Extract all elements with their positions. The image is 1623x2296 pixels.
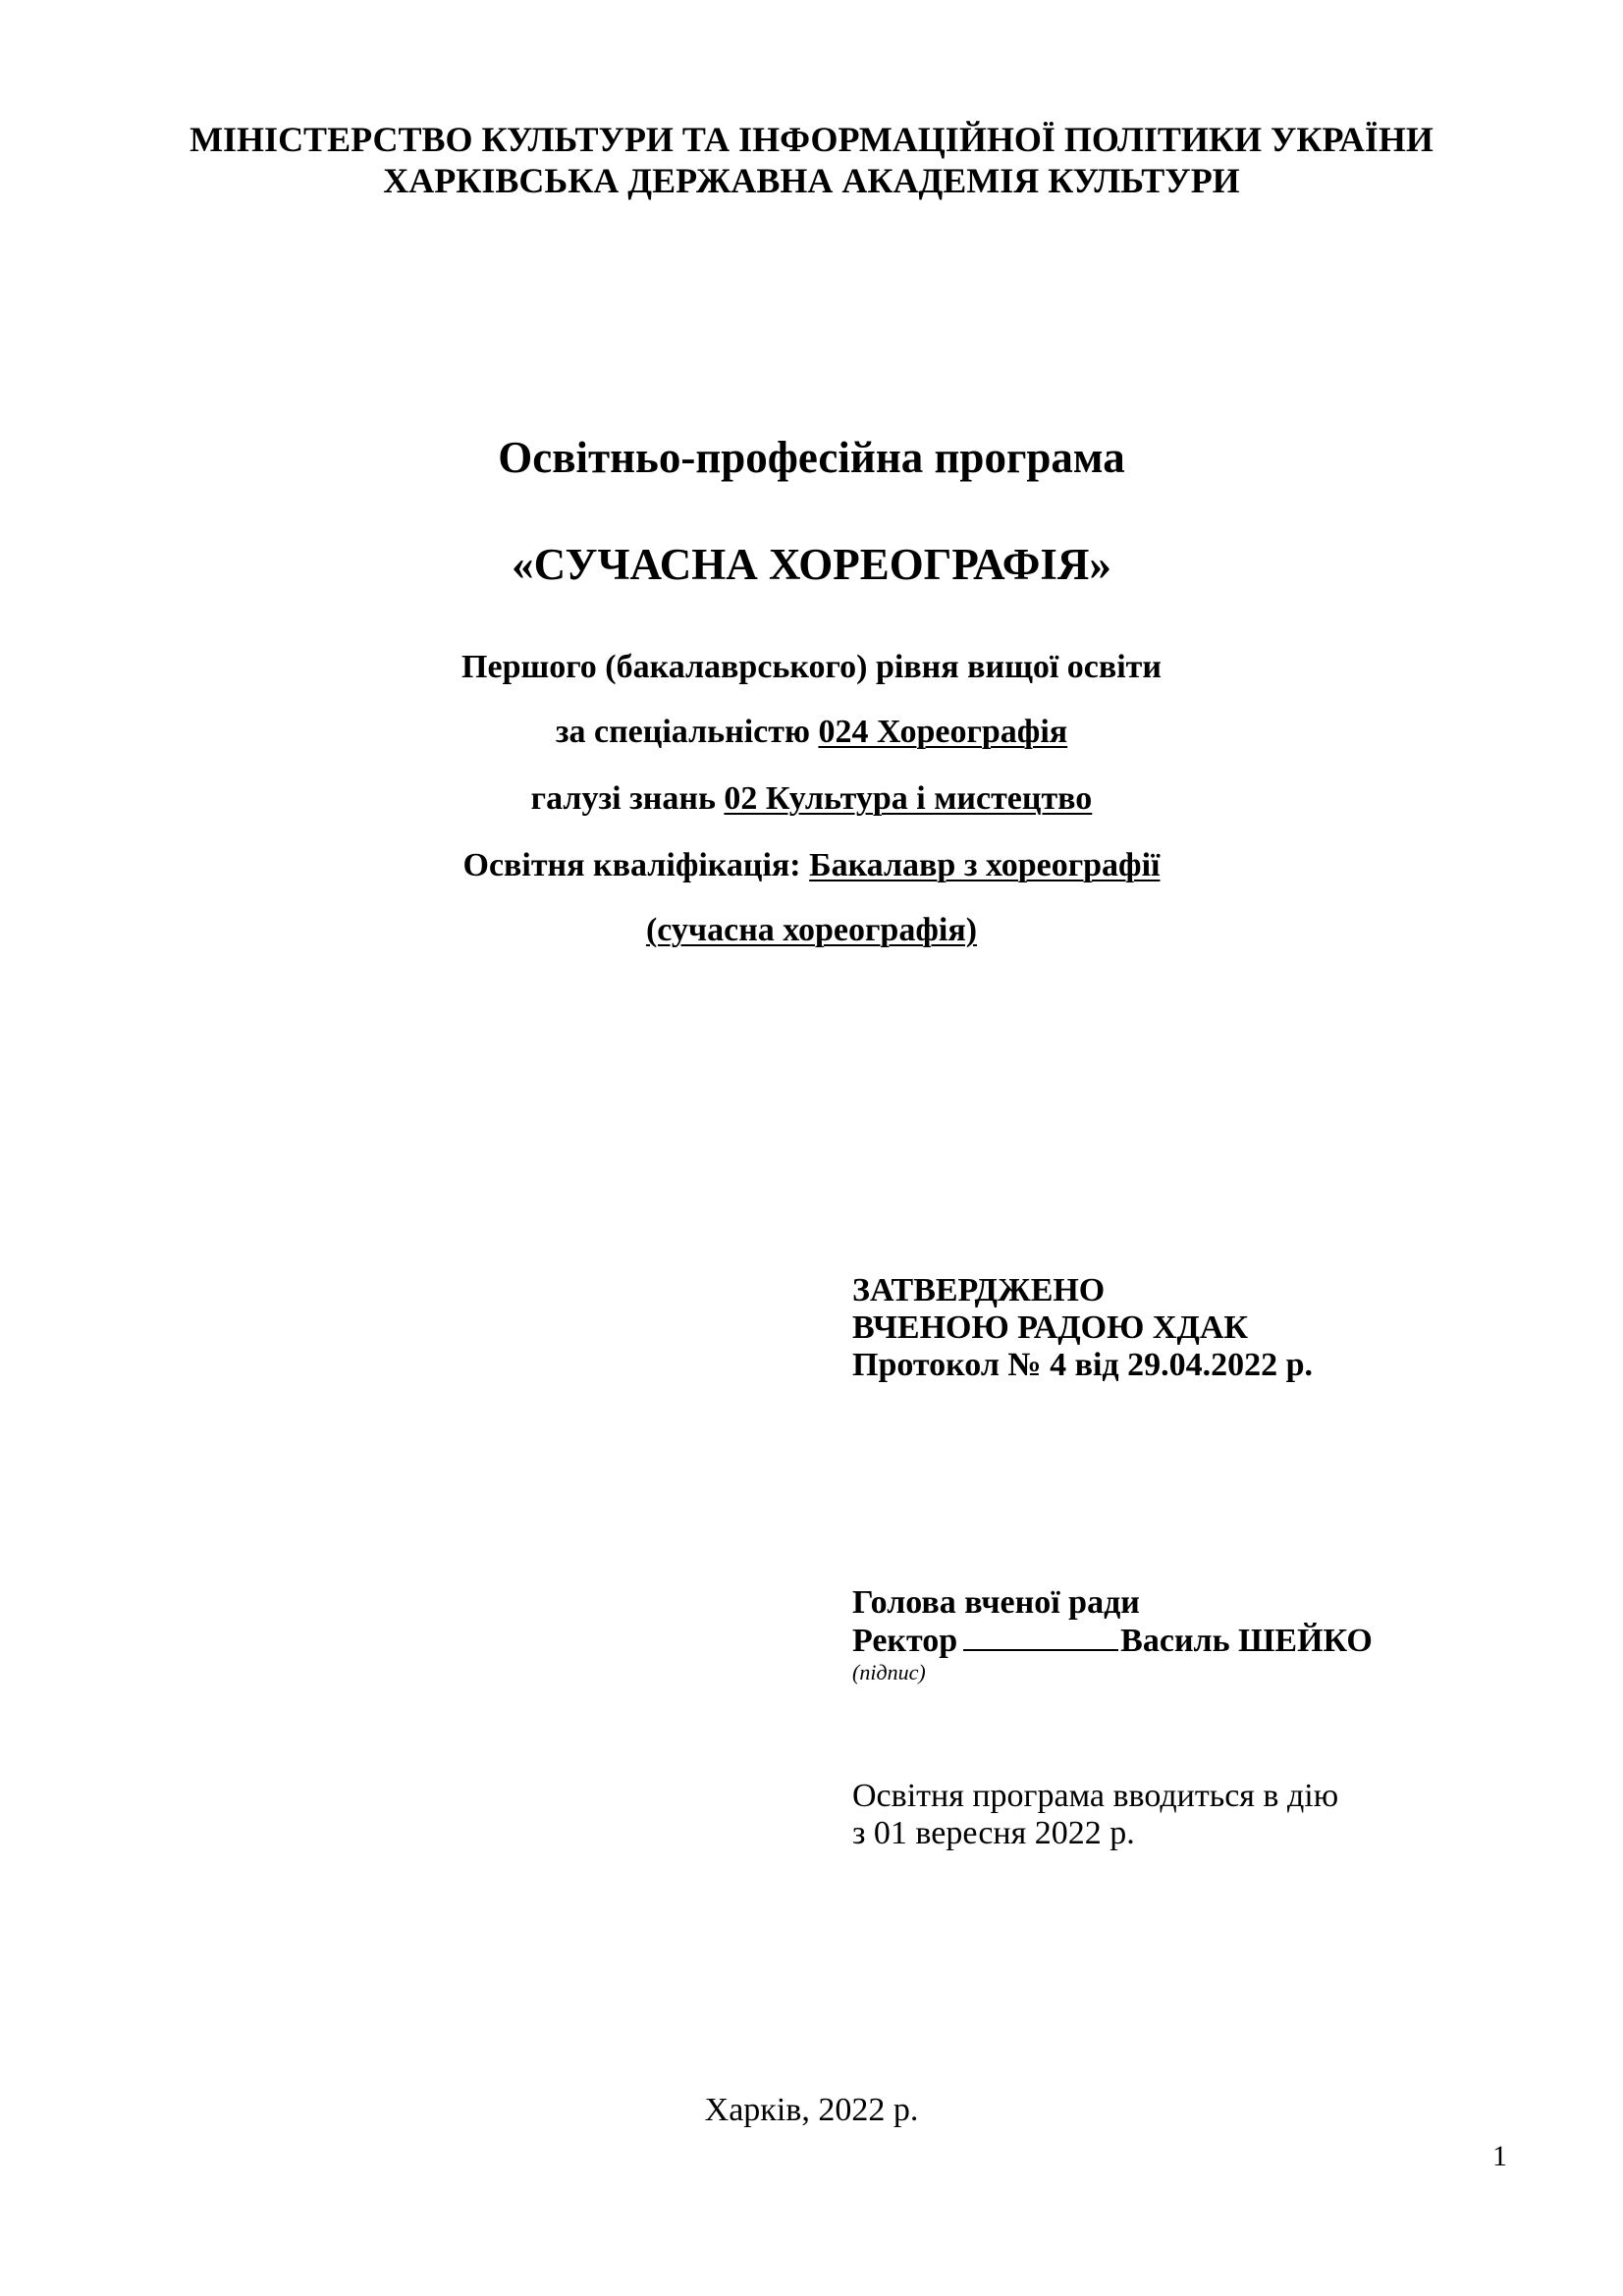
signature-block [852,1584,1373,1685]
program-name-title: «СУЧАСНА ХОРЕОГРАФІЯ» [512,540,1111,589]
approval-block [852,1272,1313,1384]
qualification-value: Бакалавр з хореографії [809,847,1161,883]
specialty-line [0,713,1623,752]
qualification-line [0,846,1623,885]
approval-line-1: ЗАТВЕРДЖЕНО [852,1272,1106,1308]
page-number: 1 [1492,2140,1507,2172]
education-level-line: Першого (бакалаврського) рівня вищої освіти [461,649,1162,685]
city-year: Харків, 2022 р. [704,2092,919,2128]
field-label: галузі знань [530,780,716,817]
head-title: Голова вченої ради [852,1584,1140,1621]
field-line [0,779,1623,819]
field-value: 02 Культура і мистецтво [724,780,1093,817]
rector-line [852,1622,1373,1660]
effective-line-1: Освітня програма вводиться в дію [852,1778,1339,1814]
specialty-label: за спеціальністю [555,714,810,750]
academy-heading: ХАРКІВСЬКА ДЕРЖАВНА АКАДЕМІЯ КУЛЬТУРИ [383,161,1240,200]
signature-line [963,1622,1118,1651]
rector-name: Василь ШЕЙКО [1120,1623,1373,1659]
approval-line-2: ВЧЕНОЮ РАДОЮ ХДАК [852,1309,1249,1346]
rector-label: Ректор [852,1623,958,1659]
effective-block [852,1778,1338,1852]
approval-line-3: Протокол № 4 від 29.04.2022 р. [852,1347,1314,1383]
signature-note: (підпис) [852,1660,926,1684]
effective-line-2: з 01 вересня 2022 р. [852,1815,1135,1851]
program-type-title: Освітньо-професійна програма [498,433,1125,482]
qualification-value-line2: (сучасна хореографія) [645,912,978,948]
qualification-label: Освітня кваліфікація: [462,847,801,883]
qualification-line-2 [0,911,1623,950]
ministry-heading: МІНІСТЕРСТВО КУЛЬТУРИ ТА ІНФОРМАЦІЙНОЇ ПОЛІТИКИ УКРАЇНИ [189,120,1434,159]
specialty-value: 024 Хореографія [818,714,1068,750]
